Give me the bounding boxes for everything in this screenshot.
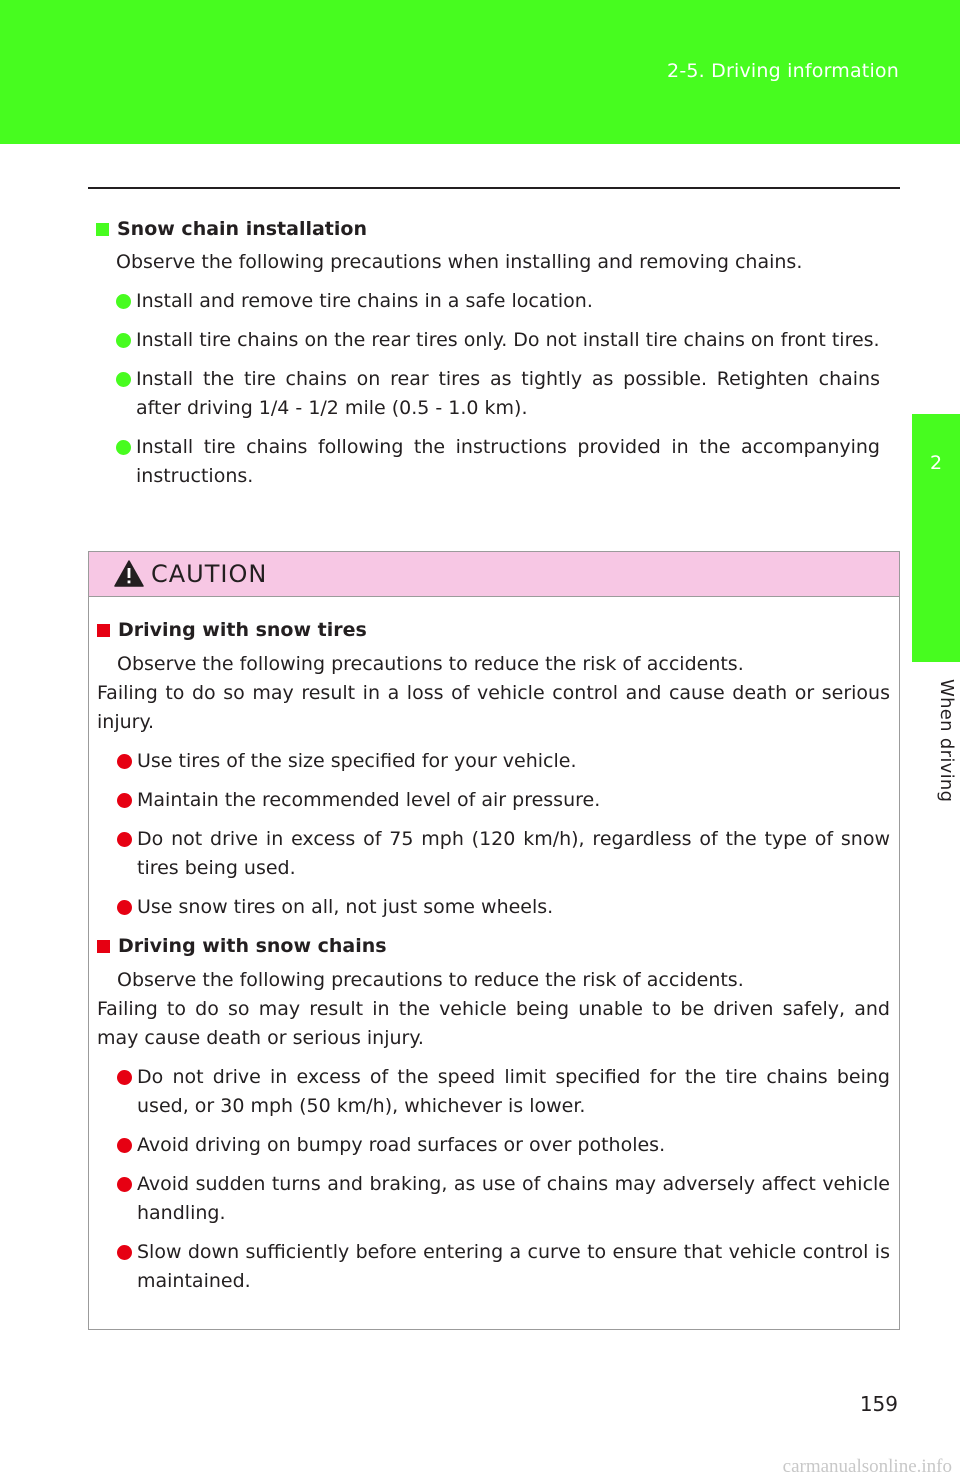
- snow-chains-bullet-list: [97, 1063, 890, 1296]
- snow-tires-heading-text: Driving with snow tires: [118, 619, 367, 641]
- list-item-text: Do not drive in excess of 75 mph (120 km/h), regardless of the type of snow tires being used.: [137, 828, 890, 879]
- bullet-dot-icon: [116, 372, 131, 387]
- snow-chain-heading: [96, 213, 880, 245]
- snow-tires-heading: [97, 614, 890, 646]
- snow-chains-intro: [117, 966, 890, 995]
- list-item-text: Install tire chains following the instructions provided in the accompanying instructions.: [136, 436, 880, 487]
- list-item: [117, 1170, 890, 1228]
- list-item: [117, 747, 890, 776]
- list-item-text: Do not drive in excess of the speed limit specified for the tire chains being used, or 30 mph (50 km/h), whichever is lower.: [137, 1066, 890, 1117]
- snow-chains-block: [97, 930, 890, 1296]
- snow-tires-warning: Failing to do so may result in a loss of vehicle control and cause death or serious injury.: [97, 682, 890, 733]
- watermark: carmanualsonline.info: [782, 1456, 952, 1477]
- list-item: [117, 1131, 890, 1160]
- list-item: [116, 433, 880, 491]
- square-bullet-icon: [97, 940, 110, 953]
- chapter-number: 2: [929, 452, 943, 474]
- page-number: 159: [859, 1392, 898, 1416]
- snow-chains-heading: [97, 930, 890, 962]
- list-item: [117, 786, 890, 815]
- list-item: [116, 287, 880, 316]
- list-item-text: Avoid driving on bumpy road surfaces or over potholes.: [137, 1134, 666, 1156]
- caution-box: [88, 551, 900, 1330]
- chapter-side-tab: [912, 144, 960, 1484]
- snow-tires-intro: [117, 650, 890, 679]
- bullet-dot-icon: [117, 1070, 132, 1085]
- list-item: [117, 1238, 890, 1296]
- list-item-text: Use tires of the size specified for your vehicle.: [137, 750, 577, 772]
- bullet-dot-icon: [116, 440, 131, 455]
- snow-chain-heading-text: Snow chain installation: [117, 218, 367, 240]
- bullet-dot-icon: [117, 1138, 132, 1153]
- snow-chains-intro-1: Observe the following precautions to reduce the risk of accidents.: [117, 969, 744, 991]
- list-item-text: Install the tire chains on rear tires as tightly as possible. Retighten chains after driving 1/4 - 1/2 mile (0.5 - 1.0 km).: [136, 368, 880, 419]
- snow-chains-heading-text: Driving with snow chains: [118, 935, 387, 957]
- section-title: 2-5. Driving information: [667, 60, 899, 82]
- bullet-dot-icon: [117, 1245, 132, 1260]
- bullet-dot-icon: [117, 832, 132, 847]
- caution-title: CAUTION: [151, 560, 268, 588]
- snow-chain-intro: Observe the following precautions when installing and removing chains.: [116, 251, 803, 273]
- snow-chain-bullet-list: [96, 287, 880, 491]
- square-bullet-icon: [96, 223, 109, 236]
- square-bullet-icon: [97, 624, 110, 637]
- list-item-text: Maintain the recommended level of air pressure.: [137, 789, 601, 811]
- caution-header: [89, 552, 899, 597]
- list-item: [117, 893, 890, 922]
- list-item: [116, 365, 880, 423]
- list-item: [117, 825, 890, 883]
- warning-triangle-icon: [114, 560, 144, 587]
- header-bar: [0, 0, 960, 144]
- caution-body: [97, 614, 890, 1296]
- bullet-dot-icon: [117, 754, 132, 769]
- snow-tires-block: [97, 614, 890, 922]
- bullet-dot-icon: [117, 793, 132, 808]
- snow-chain-installation-section: [96, 213, 880, 491]
- snow-tires-bullet-list: [97, 747, 890, 922]
- list-item-text: Slow down sufficiently before entering a curve to ensure that vehicle control is maintained.: [137, 1241, 890, 1292]
- bullet-dot-icon: [117, 900, 132, 915]
- list-item-text: Install tire chains on the rear tires only. Do not install tire chains on front tires.: [136, 329, 880, 351]
- chapter-label: When driving: [936, 679, 957, 803]
- header-divider: [88, 187, 900, 189]
- bullet-dot-icon: [117, 1177, 132, 1192]
- snow-tires-intro-1: Observe the following precautions to reduce the risk of accidents.: [117, 653, 744, 675]
- bullet-dot-icon: [116, 333, 131, 348]
- snow-chains-warning: Failing to do so may result in the vehicle being unable to be driven safely, and may cause death or serious injury.: [97, 998, 890, 1049]
- list-item: [117, 1063, 890, 1121]
- list-item: [116, 326, 880, 355]
- list-item-text: Install and remove tire chains in a safe location.: [136, 290, 593, 312]
- list-item-text: Avoid sudden turns and braking, as use of chains may adversely affect vehicle handling.: [137, 1173, 890, 1224]
- bullet-dot-icon: [116, 294, 131, 309]
- list-item-text: Use snow tires on all, not just some wheels.: [137, 896, 554, 918]
